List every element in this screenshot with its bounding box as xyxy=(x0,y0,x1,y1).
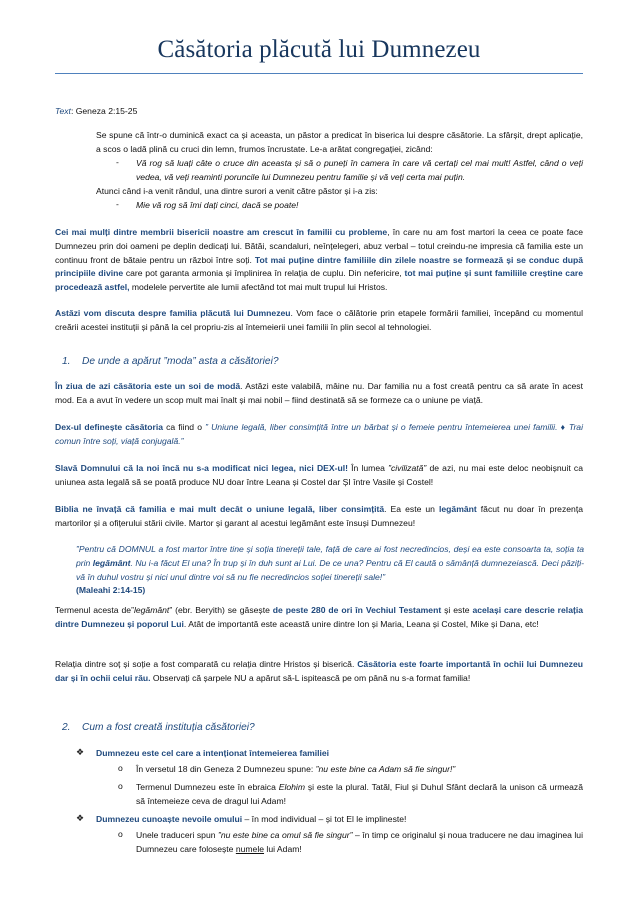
circle-bullet-icon: o xyxy=(118,781,123,791)
section-2-heading xyxy=(62,722,255,733)
title-underline xyxy=(55,73,583,74)
section-2-point-1: Dumnezeu este cel care a intenționat întemeierea familiei xyxy=(96,748,330,758)
s1p5-italic: legământ xyxy=(133,605,170,615)
s1p3-bold: Slavă Domnului că la noi încă nu s-a modificat nici legea, nici DEX-ul! xyxy=(55,463,348,473)
dash-1: - xyxy=(116,157,119,167)
s1p1-text: . Astăzi este valabilă, mâine nu. Dar familia nu a fost creată pentru ca să arate în acest mod. Ea a avut în vedere un scop mult mai înalt și mai nobil – fiind destinată să se formeze ca o uniune pe viață. xyxy=(55,381,583,405)
circle-bullet-icon: o xyxy=(118,763,123,773)
circle-bullet-icon: o xyxy=(118,829,123,839)
s2-2a-underline: numele xyxy=(235,843,265,854)
s2-2a-text-3: lui Adam! xyxy=(264,843,302,854)
section-1-paragraph-5 xyxy=(55,604,583,632)
section-1-paragraph-2 xyxy=(55,421,583,449)
s1p3-italic: ”civilizată” xyxy=(388,463,427,473)
text-ref-label: Text xyxy=(55,106,71,116)
story-paragraph-2: Atunci când i-a venit rândul, una dintre surori a venit către păstor și i-a zis: xyxy=(96,186,378,196)
s1p6-bold: Căsătoria este foarte importantă în ochii lui Dumnezeu dar și în ochii celui rău. xyxy=(55,659,584,683)
s1p4-text-1: . Ea este un xyxy=(384,504,440,514)
today-text: . Vom face o călătorie prin etapele formării familiei, începând cu momentul creării acestei instituții și până la cel propriu-zis al întemeierii unei familii în plin secol al tehnologiei. xyxy=(55,308,584,332)
s1p5-bold-1: de peste 280 de ori în Vechiul Testament xyxy=(272,605,442,615)
s2-2a-italic: ”nu este bine ca omul să fie singur” xyxy=(218,830,353,840)
s1p5-text-3: și este xyxy=(441,605,473,615)
s2-1a-italic: ”nu este bine ca Adam să fie singur!” xyxy=(315,764,456,774)
s1p4-text-2: făcut nu doar în prezența martorilor și a ofițerului stării civile. Martor și garant al acestui legământ este însuși Dumnezeu! xyxy=(55,504,583,528)
text-ref-value: : Geneza 2:15-25 xyxy=(70,106,138,116)
section-2-point-2a xyxy=(136,829,583,857)
scripture-quote xyxy=(76,543,584,598)
intro-text-3: modelele pervertite ale lumii afectând tot mai mult trupul lui Hristos. xyxy=(129,282,388,293)
story-dialogue-2: Mie vă rog să îmi dați cinci, dacă se poate! xyxy=(136,200,299,210)
section-2-point-1b xyxy=(136,781,583,809)
s2-1b-italic: Elohim xyxy=(278,782,305,792)
s1p5-bold-2: același care descrie relația dintre Dumnezeu și poporul Lui xyxy=(55,605,583,629)
s1p5-text-4: . Atât de importantă este această unire dintre Ion și Maria, Leana și Costel, Mike și Dana, etc! xyxy=(183,618,539,629)
intro-bold-2: Tot mai puține dintre familiile din zilele noastre se formează și se conduc după principiile divine xyxy=(55,254,583,279)
s1p5-text-1: Termenul acesta de” xyxy=(55,605,134,615)
intro-text-1: , în care nu am fost martori la ceea ce poate face Dumnezeu prin doi oameni pe deplin dedicați lui. Bătăi, scandaluri, neînțelegeri, abuz verbal – totul creindu-ne impresia că familia este un continuu front de bătaie pentru un război între soți. xyxy=(55,227,583,265)
quote-reference: (Maleahi 2:14-15) xyxy=(76,585,146,596)
diamond-bullet-icon: ❖ xyxy=(76,813,85,823)
section-1-paragraph-4 xyxy=(55,503,583,531)
s1p3-text-2: de azi, nu mai este deloc neobișnuit ca uniunea asta legală să se poată produce NU doar între Leana și Costel dar ȘI între Vasile și Costel! xyxy=(55,463,583,487)
s1p2-text: ca fiind o xyxy=(162,422,206,432)
s2-2-text: – în mod individual – și tot El le implineste! xyxy=(242,814,407,824)
section-2-point-1a xyxy=(136,763,583,777)
s2-2-bold: Dumnezeu cunoaște nevoile omului xyxy=(96,814,243,824)
story-dialogue-1: Vă rog să luați câte o cruce din aceasta și să o puneți în camera în care vă certați cel mai mult! Astfel, când o veți vedea, vă veți reaminti poruncile lui Dumnezeu pentru familie și vă veți certa mai puțin. xyxy=(136,158,583,182)
story-paragraph-1: Se spune că într-o duminică exact ca și aceasta, un păstor a predicat în biserica lui despre căsătorie. La sfârșit, drept aplicație, a scos o ladă plină cu cruci din lemn, frumos încrustate. Le-a arătat congregației, zicând: xyxy=(96,130,583,154)
s1p3-text-1: În lumea xyxy=(348,463,389,473)
section-1-paragraph-3 xyxy=(55,462,583,490)
s1p2-italic: ” Uniune legală, liber consimțită între un bărbat și o femeie pentru întemeierea unei familii. ♦ Trai comun între soți, viață conjugală.” xyxy=(55,422,583,446)
s2-1b-text-1: Termenul Dumnezeu este în ebraica xyxy=(136,782,279,792)
quote-bold: legământ xyxy=(92,557,131,568)
section-1-heading xyxy=(62,356,279,367)
s2-2a-text-2: – în timp ce originalul și noua traducere ne dau imaginea lui Dumnezeu care folosește xyxy=(136,830,583,854)
section-1-paragraph-6 xyxy=(55,658,583,686)
s1p6-text-1: Relația dintre soț și soție a fost comparată cu relația dintre Hristos și biserică. xyxy=(55,659,358,669)
section-2-title: Cum a fost creată instituția căsătoriei? xyxy=(82,722,255,733)
today-bold: Astăzi vom discuta despre familia plăcută lui Dumnezeu xyxy=(55,308,291,318)
s1p5-text-2: ” (ebr. Beryith) se găsește xyxy=(169,605,273,615)
s2-2a-text-1: Unele traduceri spun xyxy=(136,830,218,840)
section-2-point-2 xyxy=(96,813,583,827)
today-paragraph xyxy=(55,307,583,335)
intro-text-2: care pot garanta armonia și împlinirea în relația de cuplu. Din nefericire, xyxy=(123,268,402,279)
intro-bold-1: Cei mai mulți dintre membrii bisericii noastre am crescut în familii cu probleme xyxy=(55,227,388,237)
s1p6-text-2: Observați că șarpele NU a apărut să-L ispitească pe om până nu s-a format familia! xyxy=(150,672,471,683)
quote-text-2: . Nu i-a făcut El una? În trup și în duh sunt ai Lui. De ce una? Pentru că El caută o sămânță dumnezeiască. Deci păziți-vă în duhul vostru și nici unul dintre voi să nu fie necredincios soției tinereții sale!” xyxy=(76,557,584,582)
text-reference xyxy=(55,105,583,119)
intro-paragraph xyxy=(55,226,583,295)
s1p1-bold: În ziua de azi căsătoria este un soi de modă xyxy=(55,381,241,391)
section-1-paragraph-1 xyxy=(55,380,583,408)
s1p4-bold: Biblia ne învață că familia e mai mult decât o uniune legală, liber consimțită xyxy=(55,504,385,514)
s2-1a-text: În versetul 18 din Geneza 2 Dumnezeu spune: xyxy=(136,764,316,774)
section-1-title: De unde a apărut ”moda” asta a căsătoriei? xyxy=(82,356,279,367)
s1p2-bold: Dex-ul definește căsătoria xyxy=(55,422,163,432)
diamond-bullet-icon: ❖ xyxy=(76,747,85,757)
section-1-number: 1. xyxy=(62,356,71,367)
intro-bold-3: tot mai puține și sunt familiile creștine care procedează astfel, xyxy=(55,268,583,293)
section-2-number: 2. xyxy=(62,722,71,733)
s2-1b-text-2: și este la plural. Tatăl, Fiul și Duhul Sfânt declară la unison că urmează să întemeieze ceva de dragul lui Adam! xyxy=(136,782,584,806)
dash-2: - xyxy=(116,199,119,209)
document-title: Căsătoria plăcută lui Dumnezeu xyxy=(157,36,481,63)
quote-text-1: ”Pentru că DOMNUL a fost martor între tine și soția tinereții tale, față de care ai fost necredincios, deși ea este consoarta ta, soția ta prin xyxy=(76,544,584,568)
s1p4-bold-2: legământ xyxy=(439,504,477,514)
